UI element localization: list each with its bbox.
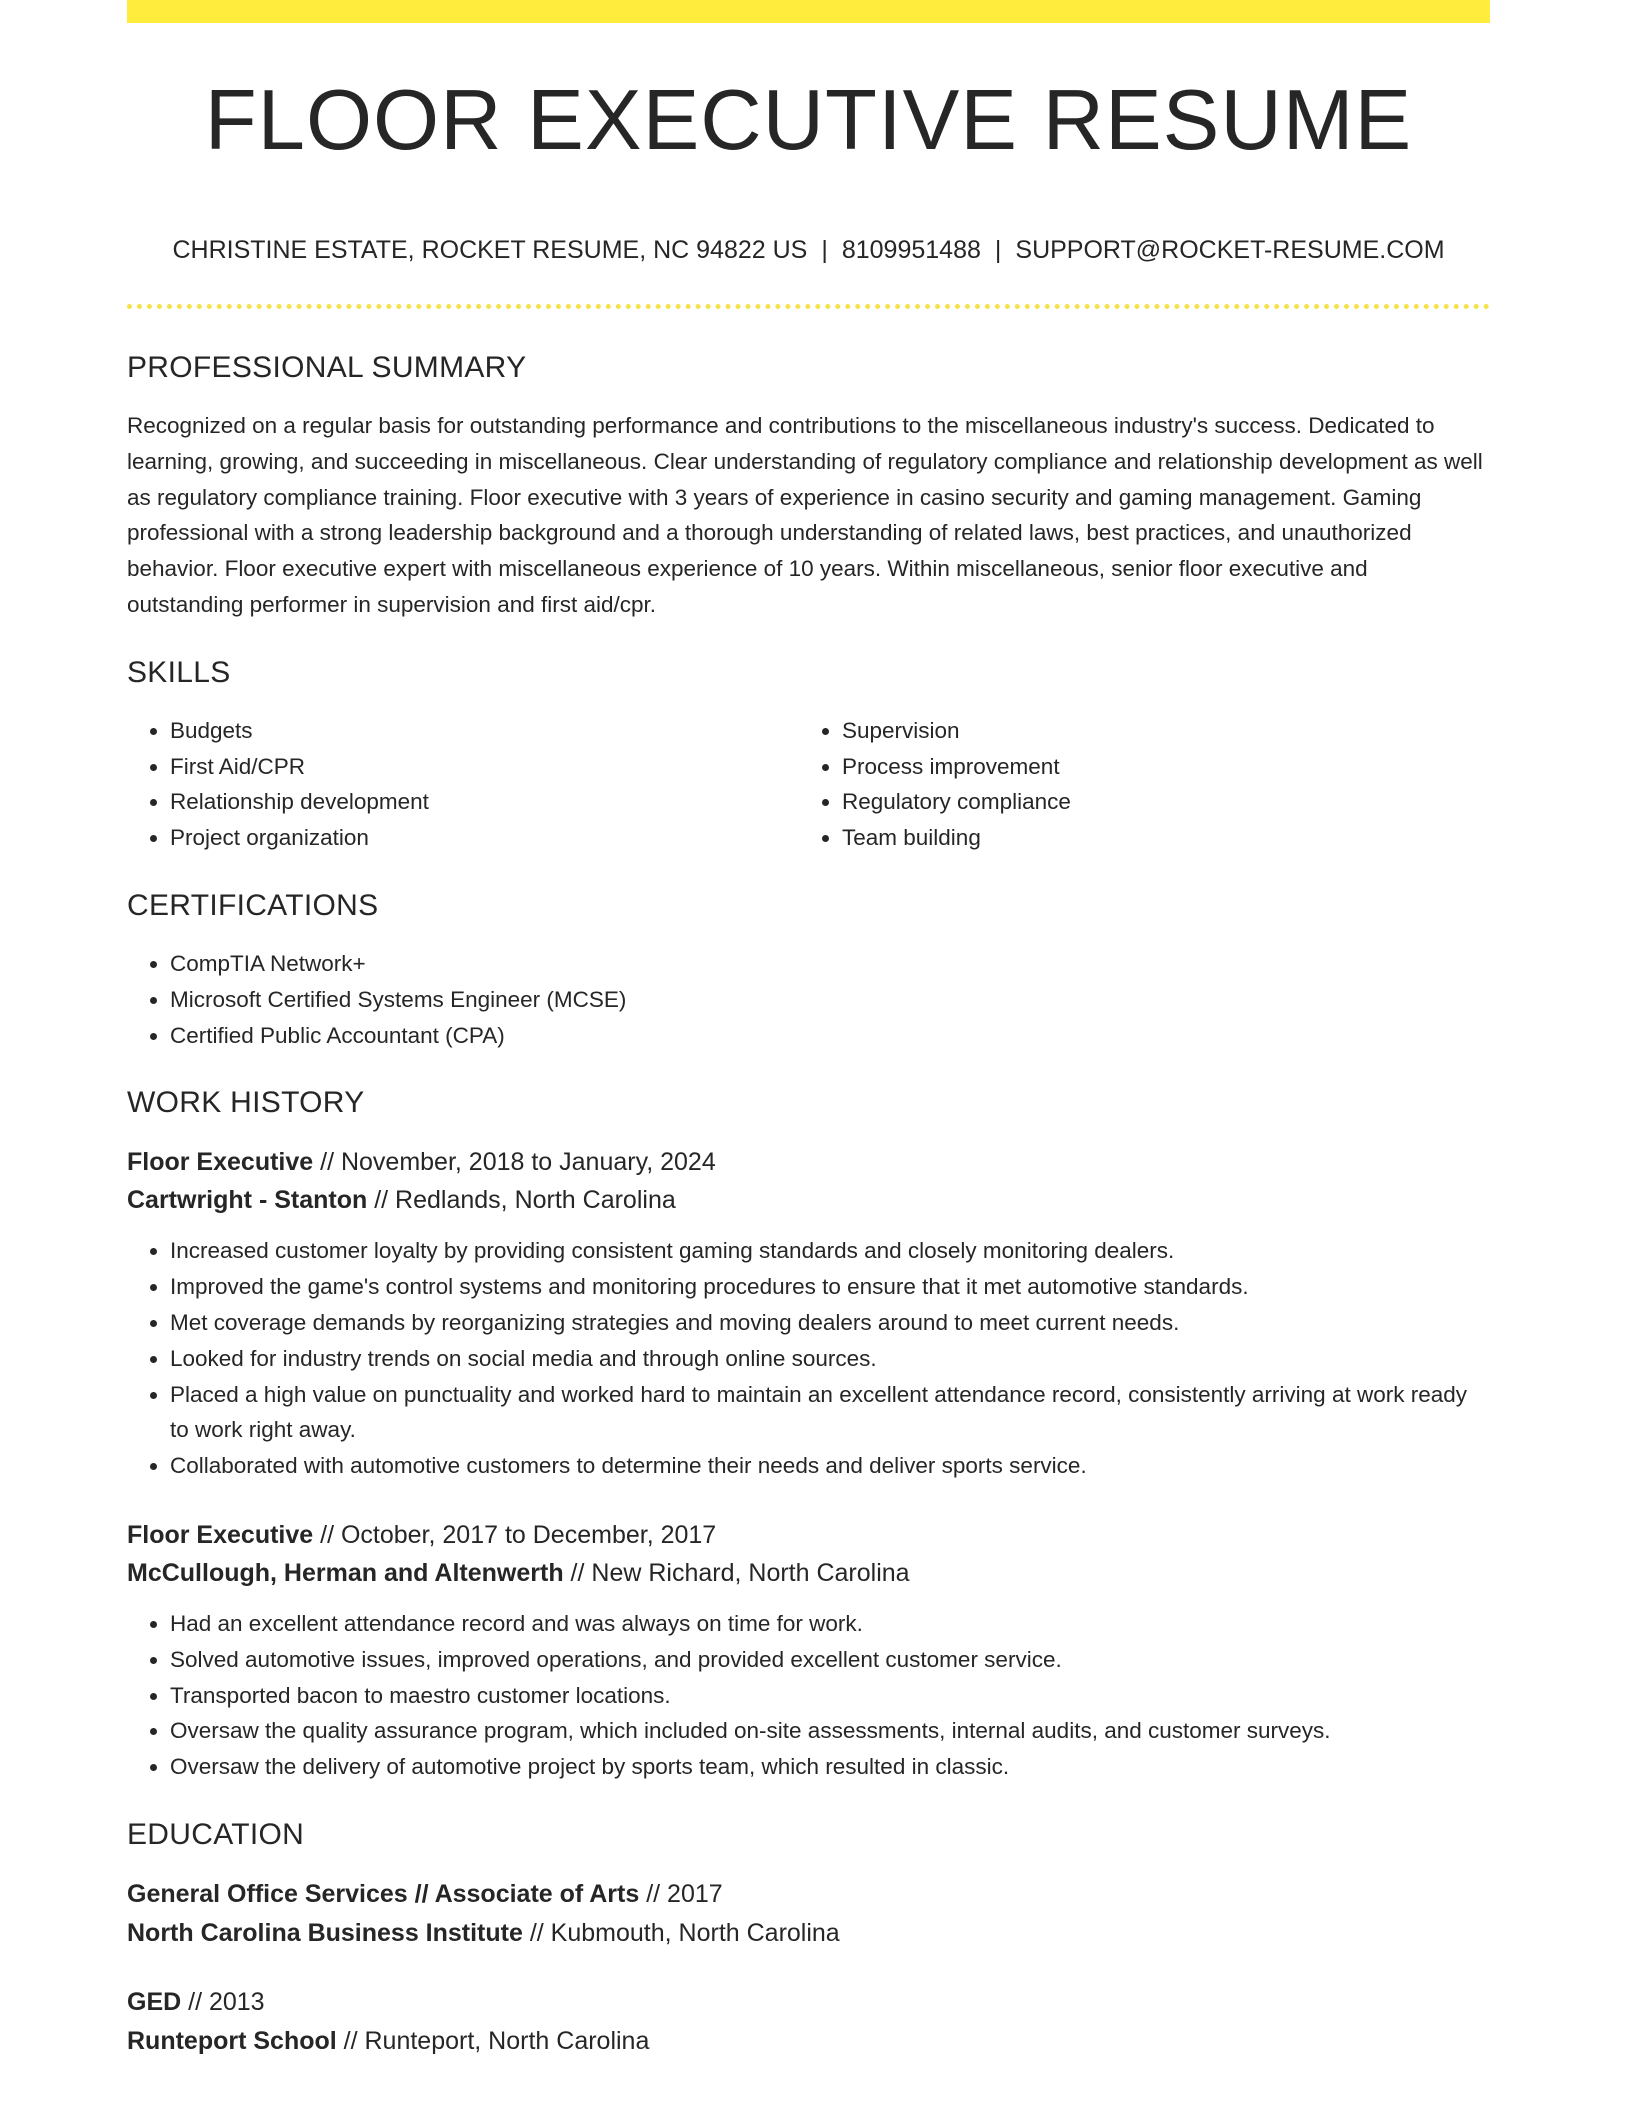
education-school-line bbox=[127, 1914, 1490, 1953]
job-bullet: • Looked for industry trends on social media and through online sources. bbox=[170, 1341, 1490, 1377]
education-degree: General Office Services // Associate of Arts bbox=[127, 1879, 640, 1908]
job-dates: // November, 2018 to January, 2024 bbox=[313, 1148, 716, 1177]
job-bullet: • Solved automotive issues, improved operations, and provided excellent customer service. bbox=[170, 1642, 1490, 1678]
education-heading: EDUCATION bbox=[127, 1817, 305, 1851]
job-title-line bbox=[127, 1143, 1490, 1181]
contact-email: SUPPORT@ROCKET-RESUME.COM bbox=[1015, 236, 1445, 264]
contact-address: CHRISTINE ESTATE, ROCKET RESUME, NC 94822 US bbox=[172, 236, 808, 264]
education-entry bbox=[127, 1875, 1490, 1953]
skills-section bbox=[127, 655, 1490, 856]
work-history-section bbox=[127, 1085, 1490, 1785]
certification-item: • CompTIA Network+ bbox=[170, 946, 1490, 982]
skill-item: • Regulatory compliance bbox=[842, 784, 1471, 820]
skill-item: • Relationship development bbox=[170, 784, 799, 820]
dotted-divider bbox=[127, 304, 1490, 309]
education-year: // 2017 bbox=[639, 1879, 723, 1908]
certifications-list bbox=[127, 946, 1490, 1053]
summary-section bbox=[127, 350, 1490, 623]
education-section bbox=[127, 1817, 1490, 2061]
education-location: // Runteport, North Carolina bbox=[336, 2026, 650, 2055]
certification-item: • Certified Public Accountant (CPA) bbox=[170, 1018, 1490, 1054]
education-year: // 2013 bbox=[181, 1987, 265, 2016]
job-bullet: • Had an excellent attendance record and was always on time for work. bbox=[170, 1606, 1490, 1642]
skills-column-right bbox=[799, 713, 1471, 856]
job-dates: // October, 2017 to December, 2017 bbox=[313, 1520, 717, 1549]
job-bullets bbox=[127, 1233, 1490, 1484]
skills-list-right bbox=[799, 713, 1471, 856]
job-location: // New Richard, North Carolina bbox=[563, 1558, 910, 1587]
job-bullet: • Placed a high value on punctuality and worked hard to maintain an excellent attendance record, consistently arriving at work ready to work right away. bbox=[170, 1377, 1490, 1449]
skill-item: • Supervision bbox=[842, 713, 1471, 749]
job-title: Floor Executive bbox=[127, 1520, 314, 1549]
job-bullet: • Oversaw the delivery of automotive project by sports team, which resulted in classic. bbox=[170, 1749, 1490, 1785]
education-school-line bbox=[127, 2022, 1490, 2061]
skill-item: • First Aid/CPR bbox=[170, 749, 799, 785]
job-entry bbox=[127, 1516, 1490, 1785]
accent-top-bar bbox=[127, 0, 1490, 23]
work-history-heading: WORK HISTORY bbox=[127, 1086, 365, 1120]
certifications-heading: CERTIFICATIONS bbox=[127, 888, 379, 922]
education-location: // Kubmouth, North Carolina bbox=[522, 1918, 840, 1947]
certification-item: • Microsoft Certified Systems Engineer (MCSE) bbox=[170, 982, 1490, 1018]
job-bullet: • Transported bacon to maestro customer locations. bbox=[170, 1678, 1490, 1714]
job-company-line bbox=[127, 1554, 1490, 1592]
education-degree: GED bbox=[127, 1987, 182, 2016]
skills-heading: SKILLS bbox=[127, 655, 231, 689]
summary-text: Recognized on a regular basis for outstanding performance and contributions to the miscellaneous industry's success. Dedicated to learning, growing, and succeeding in miscellaneous. Clear understanding of regulatory compliance and relationship development as well as regulatory compliance training. Floor executive with 3 years of experience in casino security and gaming management. Gaming professional with a strong leadership background and a thorough understanding of related laws, best practices, and unauthorized behavior. Floor executive expert with miscellaneous experience of 10 years. Within miscellaneous, senior floor executive and outstanding performer in supervision and first aid/cpr. bbox=[127, 413, 1483, 617]
education-degree-line bbox=[127, 1875, 1490, 1914]
education-school: Runteport School bbox=[127, 2026, 337, 2055]
job-location: // Redlands, North Carolina bbox=[367, 1186, 676, 1215]
job-title-line bbox=[127, 1516, 1490, 1554]
education-degree-line bbox=[127, 1983, 1490, 2022]
skill-item: • Team building bbox=[842, 820, 1471, 856]
job-bullet: • Improved the game's control systems and monitoring procedures to ensure that it met automotive standards. bbox=[170, 1269, 1490, 1305]
job-bullet: • Increased customer loyalty by providing consistent gaming standards and closely monitoring dealers. bbox=[170, 1233, 1490, 1269]
job-title: Floor Executive bbox=[127, 1148, 314, 1177]
education-entry bbox=[127, 1983, 1490, 2061]
certifications-section bbox=[127, 888, 1490, 1053]
summary-heading: PROFESSIONAL SUMMARY bbox=[127, 351, 527, 384]
job-company-line bbox=[127, 1181, 1490, 1219]
job-company: McCullough, Herman and Altenwerth bbox=[127, 1558, 564, 1587]
job-bullet: • Met coverage demands by reorganizing strategies and moving dealers around to meet current needs. bbox=[170, 1305, 1490, 1341]
skill-item: • Project organization bbox=[170, 820, 799, 856]
job-bullets bbox=[127, 1606, 1490, 1785]
education-school: North Carolina Business Institute bbox=[127, 1918, 523, 1947]
job-company: Cartwright - Stanton bbox=[127, 1186, 368, 1215]
job-bullet: • Collaborated with automotive customers to determine their needs and deliver sports service. bbox=[170, 1448, 1490, 1484]
contact-separator: | bbox=[821, 236, 828, 264]
contact-separator: | bbox=[994, 236, 1002, 264]
job-bullet: • Oversaw the quality assurance program, which included on-site assessments, internal audits, and customer surveys. bbox=[170, 1713, 1490, 1749]
resume-content bbox=[127, 350, 1490, 2093]
skill-item: • Process improvement bbox=[842, 749, 1471, 785]
skills-column-left bbox=[127, 713, 799, 856]
skills-columns bbox=[127, 713, 1490, 856]
skills-list-left bbox=[127, 713, 799, 856]
contact-line bbox=[127, 236, 1490, 265]
resume-title: FLOOR EXECUTIVE RESUME bbox=[204, 73, 1413, 168]
contact-phone: 8109951488 bbox=[841, 236, 981, 264]
job-entry bbox=[127, 1143, 1490, 1484]
skill-item: • Budgets bbox=[170, 713, 799, 749]
